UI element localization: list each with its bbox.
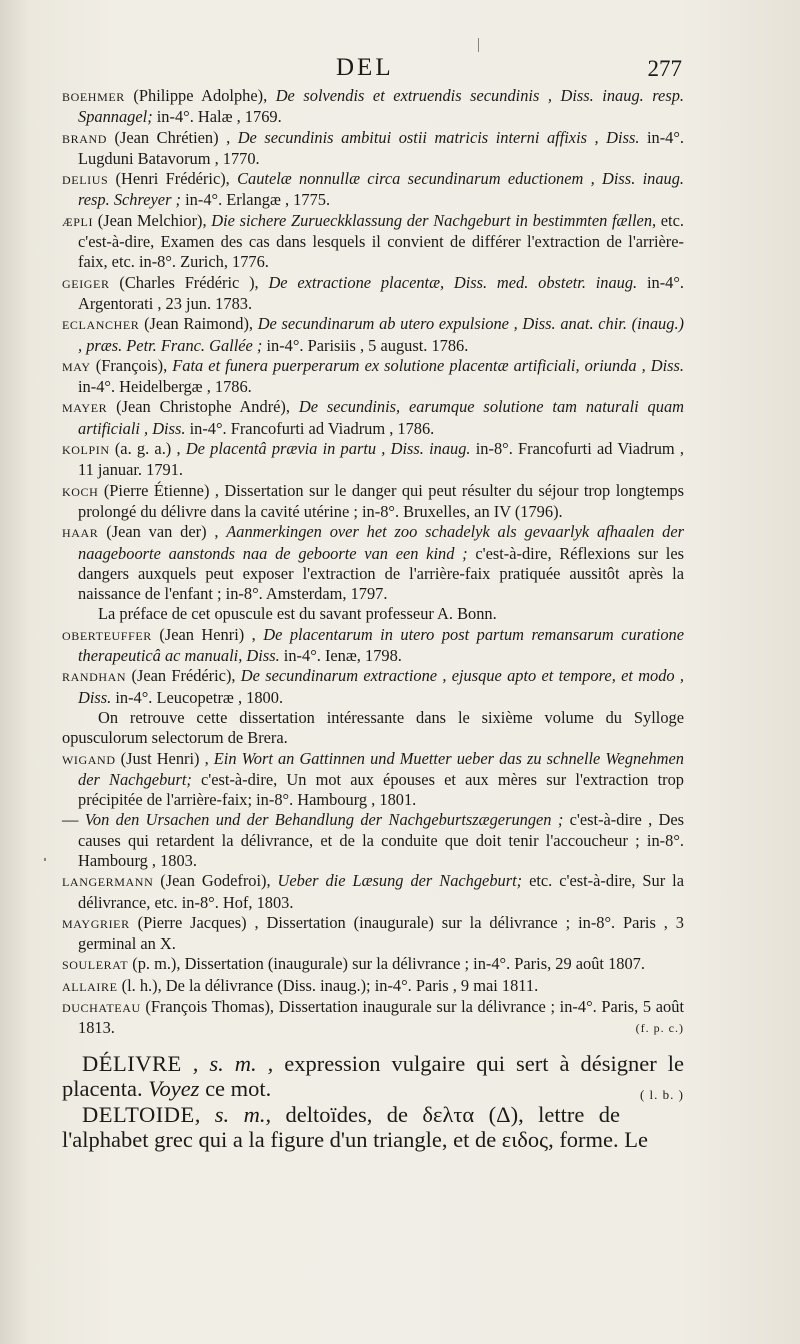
entry-grammar: , s. m.,: [194, 1101, 286, 1127]
entry-details: (Jean Chrétien) ,: [107, 127, 238, 147]
entry-publication: Dissertation sur le danger qui peut résulter du séjour trop longtemps prolongé du délivre dans la cavité utérine ; in-8°. Bruxelles, an IV (1796).: [78, 480, 684, 521]
entry-author: GEIGER: [62, 276, 110, 291]
entry-author: SOULERAT: [62, 958, 129, 973]
entry-details: (Henri Frédéric),: [108, 169, 238, 189]
entry-details: (Charles Frédéric ),: [109, 272, 269, 292]
entry-title: De extractione placentæ, Diss. med. obstetr. inaug.: [268, 272, 638, 292]
bibliography-entry: [62, 976, 684, 997]
entry-author: OBERTEUFFER: [62, 628, 152, 643]
entry-title: De solvendis et extruendis secundinis , Diss. inaug. resp. Spannagel;: [78, 86, 684, 127]
entry-author: DELIUS: [62, 173, 109, 188]
entry-publication: in-4°. Francofurti ad Viadrum , 1786.: [185, 418, 435, 438]
bibliography-entry: [62, 625, 684, 667]
entry-author: MAY: [62, 359, 91, 374]
entry-title: De secundinarum ab utero expulsione , Diss. anat. chir. (inaug.) , præs. Petr. Franc. Gallée ;: [78, 314, 684, 355]
dictionary-entries: [62, 1051, 684, 1153]
entry-author: —: [62, 810, 85, 830]
entry-publication: in-8°. Francofurti ad Viadrum , 11 januar. 1791.: [78, 439, 685, 480]
entry-signature: (f. p. c.): [635, 1021, 684, 1036]
entry-author: KOCH: [62, 484, 99, 499]
entry-publication: De la délivrance (Diss. inaug.); in-4°. Paris , 9 mai 1811.: [165, 975, 539, 995]
entry-details: (François Thomas),: [140, 997, 279, 1017]
entry-publication: etc. c'est-à-dire, Sur la délivrance, etc. in-8°. Hof, 1803.: [78, 871, 684, 912]
running-head: DEL: [336, 54, 394, 81]
entry-definition: expression vulgaire qui sert à désigner le placenta.: [62, 1050, 684, 1102]
page-header: [0, 54, 800, 84]
bibliography-entry: [62, 397, 684, 439]
bibliography-entry: [62, 871, 684, 913]
entry-publication: c'est-à-dire, Un mot aux épouses et aux mères sur l'extraction trop précipitée de l'arrière-faix; in-8°. Hambourg , 1801.: [78, 769, 684, 810]
bibliography-entry: [62, 86, 684, 128]
entry-details: (Jean van der) ,: [98, 522, 227, 542]
entry-headword: DÉLIVRE: [82, 1050, 182, 1076]
bibliography-entry: [62, 439, 684, 481]
dictionary-entry: [62, 1051, 684, 1102]
entry-publication: in-4°. Leucopetræ , 1800.: [111, 687, 284, 707]
dictionary-entry: [62, 1102, 684, 1153]
bibliography-entry: [62, 749, 684, 811]
entry-details: (Jean Henri) ,: [151, 624, 264, 644]
bibliography-entry: [62, 169, 684, 211]
entry-title: De secundinarum extractione , ejusque apto et tempore, et modo , Diss.: [78, 666, 684, 707]
entry-details: (Jean Christophe André),: [107, 397, 299, 417]
entry-title: Cautelæ nonnullæ circa secundinarum eductionem , Diss. inaug. resp. Schreyer ;: [78, 169, 685, 210]
entry-publication: Dissertation (inaugurale) sur la délivrance ; in-8°. Paris , 3 germinal an X.: [78, 912, 684, 954]
print-speck: [44, 858, 46, 861]
entry-title: Von den Ursachen und der Behandlung der Nachgeburtszægerungen ;: [84, 810, 564, 830]
bibliography-entry: [62, 356, 684, 398]
entry-publication: c'est-à-dire , Des causes qui retardent la délivrance, et de la conduite que doit tenir l'accoucheur ; in-8°. Hambourg , 1803.: [78, 810, 684, 870]
entry-author: LANGERMANN: [62, 875, 154, 890]
entry-details: (Just Henri) ,: [115, 748, 214, 768]
entry-publication: etc. c'est-à-dire, Examen des cas dans lesquels il convient de différer l'extraction de l'arrière-faix, etc. in-8°. Zurich, 1776.: [78, 210, 684, 272]
bibliography-entry: [62, 913, 684, 955]
entry-details: (Jean Godefroi),: [153, 871, 278, 891]
page-number: 277: [647, 56, 682, 81]
entry-crossref: Voyez: [148, 1076, 200, 1102]
entry-title: De placentarum in utero post partum remansarum curatione therapeuticâ ac manuali, Diss.: [78, 624, 684, 666]
entry-author: RANDHAN: [62, 670, 127, 685]
bibliography-entry: [62, 314, 684, 356]
entry-publication: in-4°. Lugduni Batavorum , 1770.: [78, 127, 685, 168]
entry-publication: La préface de cet opuscule est du savant professeur A. Bonn.: [98, 604, 497, 624]
entry-details: (Pierre Étienne) ,: [98, 480, 225, 500]
entry-details: (Jean Melchior),: [93, 210, 212, 230]
entry-title: De placentâ prævia in partu , Diss. inaug.: [185, 439, 471, 459]
entry-details: (l. h.),: [117, 975, 166, 995]
entry-author: HAAR: [62, 526, 99, 541]
entry-signature: ( l. b. ): [639, 1087, 684, 1103]
entry-title: De secundinis, earumque solutione tam naturali quam artificiali , Diss.: [78, 397, 684, 438]
entry-title: Ein Wort an Gattinnen und Muetter ueber das zu schnelle Wegnehmen der Nachgeburt;: [78, 748, 684, 789]
print-speck: [478, 38, 479, 52]
entry-publication: Dissertation (inaugurale) sur la délivrance ; in-4°. Paris, 29 août 1807.: [184, 954, 645, 974]
entry-publication: in-4°. Argentorati , 23 jun. 1783.: [78, 272, 684, 313]
entry-author: ECLANCHER: [62, 318, 140, 333]
entry-details: (Pierre Jacques) ,: [129, 912, 267, 932]
entry-headword: DELTOIDE: [82, 1101, 195, 1127]
entry-publication: in-4°. Parisiis , 5 august. 1786.: [262, 335, 469, 355]
entry-details: (a. g. a.) ,: [109, 439, 186, 459]
bibliography-entry: [62, 128, 684, 170]
entry-author: KOLPIN: [62, 443, 110, 458]
entry-definition-end: ce mot.: [199, 1076, 272, 1102]
bibliography-entry: [62, 997, 684, 1039]
entry-author: DUCHATEAU: [62, 1001, 141, 1016]
entry-details: (p. m.),: [128, 954, 185, 974]
entry-publication: in-4°. Ienæ, 1798.: [279, 646, 402, 666]
entry-title: Ueber die Læsung der Nachgeburt;: [277, 871, 523, 891]
bibliography-list: [62, 86, 684, 1039]
page-body: [62, 86, 684, 1153]
entry-title: Aanmerkingen over het zoo schadelyk als gevaarlyk afhaalen der naageboorte aanstonds naa de geboorte van een kind ;: [78, 522, 684, 563]
entry-grammar: , s. m. ,: [181, 1050, 285, 1076]
bibliography-entry: [62, 273, 684, 315]
note-paragraph: [62, 604, 684, 624]
entry-title: Die sichere Zurueckklassung der Nachgeburt in bestimmten fællen,: [211, 210, 657, 230]
entry-author: BOEHMER: [62, 90, 125, 104]
entry-publication: in-4°. Halæ , 1769.: [152, 107, 282, 127]
entry-publication: Dissertation inaugurale sur la délivrance ; in-4°. Paris, 5 août 1813.: [78, 997, 685, 1038]
entry-author: BRAND: [62, 131, 108, 146]
entry-publication: c'est-à-dire, Réflexions sur les dangers auxquels peut exposer l'extraction de l'arrière-faix pratiquée aussitôt après la naissance de l'enfant ; in-8°. Amsterdam, 1797.: [78, 543, 684, 604]
entry-author: WIGAND: [62, 752, 116, 767]
entry-author: MAYER: [62, 401, 108, 416]
bibliography-entry: [62, 666, 684, 708]
entry-title: Fata et funera puerperarum ex solutione placentæ artificiali, oriunda , Diss.: [172, 355, 684, 375]
entry-author: MAYGRIER: [62, 916, 130, 931]
entry-details: (Jean Raimond),: [139, 314, 258, 334]
bibliography-entry: [62, 810, 684, 871]
entry-publication: On retrouve cette dissertation intéressante dans le sixième volume du Sylloge opusculorum selectorum de Brera.: [62, 707, 684, 748]
bibliography-entry: [62, 481, 684, 523]
entry-details: (François),: [90, 355, 173, 375]
entry-definition: deltoïdes, de δελτα (Δ), lettre de l'alphabet grec qui a la figure d'un triangle, et de ειδος, forme. Le: [62, 1101, 649, 1153]
entry-title: De secundinis ambitui ostii matricis interni affixis , Diss.: [237, 127, 640, 147]
entry-author: ALLAIRE: [62, 979, 118, 994]
bibliography-entry: [62, 522, 684, 604]
entry-details: (Philippe Adolphe),: [124, 86, 276, 105]
entry-publication: in-4°. Heidelbergæ , 1786.: [78, 377, 252, 397]
bibliography-entry: [62, 954, 684, 975]
entry-details: (Jean Frédéric),: [126, 666, 241, 686]
entry-publication: in-4°. Erlangæ , 1775.: [181, 190, 331, 210]
note-paragraph: [62, 708, 684, 749]
entry-author: ÆPLI: [62, 214, 94, 229]
bibliography-entry: [62, 211, 684, 273]
